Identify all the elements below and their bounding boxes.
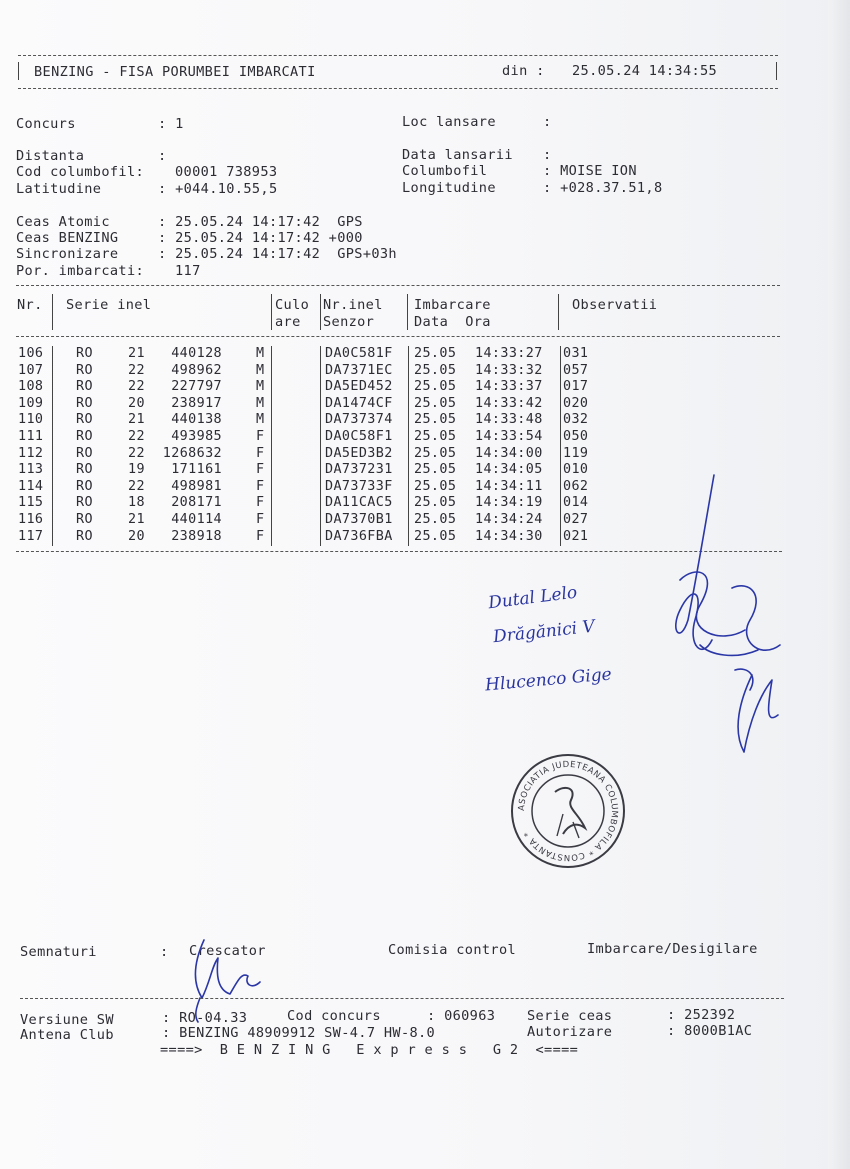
commission-signatures (640, 470, 790, 760)
longitudine-label: Longitudine (402, 180, 496, 196)
cell-data: 25.05 (414, 512, 457, 527)
cell-tara: RO (76, 346, 93, 361)
data-lansarii-value: : (543, 147, 552, 163)
col-divider (52, 294, 53, 330)
table-row (0, 446, 850, 463)
cell-obs: 017 (563, 379, 589, 395)
cell-sex: M (256, 346, 265, 361)
versiune-value: : RO-04.33 (162, 1010, 248, 1026)
loc-lansare-label: Loc lansare (402, 114, 496, 130)
cell-tara: RO (76, 528, 93, 544)
handwritten-name-1: Dutal Lelo (487, 582, 579, 614)
ceas-benzing-value: : 25.05.24 14:17:42 +000 (158, 230, 363, 246)
cell-an: 21 (128, 346, 145, 361)
cell-ora: 14:34:11 (475, 478, 543, 494)
header-top-rule (18, 55, 778, 56)
cell-sex: F (256, 429, 265, 444)
cell-senzor: DA5ED3B2 (325, 445, 393, 461)
cell-inel: 440138 (171, 412, 222, 428)
cod-columbofil-label: Cod columbofil: (16, 164, 145, 180)
cell-tara: RO (76, 362, 93, 378)
cell-tara: RO (76, 512, 93, 527)
benzing-banner: ====> B E N Z I N G E x p r e s s G 2 <==== (160, 1042, 579, 1058)
cell-nr: 112 (18, 445, 44, 461)
cell-obs: 027 (563, 512, 589, 527)
scan-edge (828, 0, 850, 1169)
association-stamp (507, 752, 629, 870)
document-title: BENZING - FISA PORUMBEI IMBARCATI (34, 64, 316, 80)
cell-senzor: DA0C58F1 (325, 429, 393, 444)
cell-tara: RO (76, 429, 93, 444)
cell-nr: 109 (18, 395, 44, 411)
concurs-label: Concurs (16, 116, 76, 132)
handwritten-name-2: Drăgănici V (492, 616, 596, 648)
cell-senzor: DA7371EC (325, 362, 393, 378)
cell-sex: M (256, 412, 265, 428)
cell-data: 25.05 (414, 346, 457, 361)
cell-obs: 119 (563, 445, 589, 461)
table-header-rule (16, 336, 780, 337)
cell-inel: 238917 (171, 395, 222, 411)
cell-nr: 106 (18, 346, 44, 361)
cell-senzor: DA7370B1 (325, 512, 393, 527)
cod-columbofil-value: 00001 738953 (175, 164, 278, 180)
cell-nr: 108 (18, 379, 44, 395)
cell-tara: RO (76, 395, 93, 411)
cell-data: 25.05 (414, 495, 457, 511)
cell-data: 25.05 (414, 379, 457, 395)
col-header-serie-inel: Serie inel (66, 297, 152, 313)
header-bottom-rule (18, 88, 778, 89)
cell-senzor: DA73733F (325, 478, 393, 494)
cell-inel: 440114 (171, 512, 222, 527)
table-row (0, 363, 850, 380)
col-divider (407, 294, 408, 330)
cell-ora: 14:34:05 (475, 462, 543, 478)
cell-an: 21 (128, 412, 145, 428)
signature-crescator-label: Crescator (189, 943, 266, 959)
cell-inel: 440128 (171, 346, 222, 361)
data-lansarii-label: Data lansarii (402, 147, 513, 163)
loc-lansare-value: : (543, 114, 552, 130)
cell-tara: RO (76, 462, 93, 478)
ceas-atomic-value: : 25.05.24 14:17:42 GPS (158, 214, 363, 230)
cell-obs: 020 (563, 395, 589, 411)
cell-data: 25.05 (414, 462, 457, 478)
por-imbarcati-value: 117 (175, 263, 201, 279)
latitudine-value: : +044.10.55,5 (158, 181, 278, 197)
cell-inel: 208171 (171, 495, 222, 511)
svg-text:ASOCIATIA JUDETEANA COLUMBOFIL: ASOCIATIA JUDETEANA COLUMBOFILA * CONSTANTA * (516, 759, 620, 863)
cell-inel: 493985 (171, 429, 222, 444)
cell-inel: 227797 (171, 379, 222, 395)
cell-an: 21 (128, 512, 145, 527)
cell-an: 22 (128, 379, 145, 395)
cell-tara: RO (76, 478, 93, 494)
versiune-label: Versiune SW (20, 1012, 114, 1028)
col-divider (271, 294, 272, 330)
ceas-benzing-label: Ceas BENZING (16, 230, 119, 246)
cell-nr: 107 (18, 362, 44, 378)
autorizare-label: Autorizare (527, 1024, 613, 1040)
cell-ora: 14:34:19 (475, 495, 543, 511)
cell-sex: F (256, 528, 265, 544)
cell-data: 25.05 (414, 412, 457, 428)
cell-ora: 14:33:54 (475, 429, 543, 444)
cell-an: 20 (128, 395, 145, 411)
cell-ora: 14:34:24 (475, 512, 543, 527)
cell-inel: 238918 (171, 528, 222, 544)
cell-data: 25.05 (414, 445, 457, 461)
cell-inel: 171161 (171, 462, 222, 478)
cod-concurs-value: : 060963 (427, 1008, 496, 1024)
signature-imbarcare-label: Imbarcare/Desigilare (587, 941, 758, 957)
cell-data: 25.05 (414, 478, 457, 494)
cell-inel: 1268632 (162, 445, 222, 461)
latitudine-label: Latitudine (16, 181, 102, 197)
header-din-label: din : (502, 63, 545, 79)
col-divider (558, 294, 559, 330)
cod-concurs-label: Cod concurs (287, 1008, 381, 1024)
cell-senzor: DA737231 (325, 462, 393, 478)
header-datetime: 25.05.24 14:34:55 (572, 63, 718, 79)
table-row (0, 346, 850, 363)
col-header-senzor: Senzor (323, 314, 375, 330)
antena-value: : BENZING 48909912 SW-4.7 HW-8.0 (162, 1025, 436, 1041)
cell-nr: 111 (18, 429, 44, 444)
serie-ceas-value: : 252392 (667, 1007, 736, 1023)
concurs-value: : 1 (158, 116, 184, 132)
distanta-label: Distanta (16, 148, 85, 164)
cell-obs: 031 (563, 346, 589, 361)
signatures-label: Semnaturi (20, 944, 97, 960)
cell-ora: 14:33:48 (475, 412, 543, 428)
cell-sex: F (256, 445, 265, 461)
cell-ora: 14:33:27 (475, 346, 543, 361)
cell-sex: F (256, 478, 265, 494)
cell-an: 22 (128, 445, 145, 461)
cell-sex: M (256, 395, 265, 411)
cell-inel: 498962 (171, 362, 222, 378)
cell-nr: 115 (18, 495, 44, 511)
cell-senzor: DA1474CF (325, 395, 393, 411)
col-header-culoare-2: are (275, 314, 301, 330)
footer-rule (20, 998, 784, 999)
cell-nr: 113 (18, 462, 44, 478)
cell-nr: 117 (18, 528, 44, 544)
cell-sex: F (256, 495, 265, 511)
col-header-nr: Nr. (17, 297, 43, 313)
cell-tara: RO (76, 412, 93, 428)
cell-obs: 010 (563, 462, 589, 478)
cell-an: 22 (128, 362, 145, 378)
cell-ora: 14:34:00 (475, 445, 543, 461)
cell-sex: M (256, 362, 265, 378)
cell-obs: 021 (563, 528, 589, 544)
header-right-border (776, 62, 777, 80)
cell-nr: 110 (18, 412, 44, 428)
serie-ceas-label: Serie ceas (527, 1008, 613, 1024)
cell-an: 18 (128, 495, 145, 511)
cell-senzor: DA11CAC5 (325, 495, 393, 511)
columbofil-label: Columbofil (402, 163, 488, 179)
cell-nr: 114 (18, 478, 44, 494)
signatures-colon: : (160, 944, 169, 960)
cell-an: 20 (128, 528, 145, 544)
signature-comisia-label: Comisia control (388, 942, 517, 958)
cell-data: 25.05 (414, 362, 457, 378)
longitudine-value: : +028.37.51,8 (543, 180, 663, 196)
distanta-value: : (158, 148, 167, 164)
cell-obs: 014 (563, 495, 589, 511)
sincronizare-label: Sincronizare (16, 246, 119, 262)
cell-ora: 14:33:42 (475, 395, 543, 411)
col-divider (320, 294, 321, 330)
table-row (0, 429, 850, 446)
cell-senzor: DA0C581F (325, 346, 393, 361)
table-row (0, 396, 850, 413)
cell-obs: 032 (563, 412, 589, 428)
cell-an: 19 (128, 462, 145, 478)
cell-data: 25.05 (414, 528, 457, 544)
table-row (0, 412, 850, 429)
por-imbarcati-label: Por. imbarcati: (16, 263, 145, 279)
cell-tara: RO (76, 379, 93, 395)
cell-sex: M (256, 379, 265, 395)
col-header-culoare: Culo (275, 297, 310, 313)
cell-ora: 14:33:37 (475, 379, 543, 395)
col-header-data-ora: Data Ora (414, 314, 491, 330)
cell-ora: 14:34:30 (475, 528, 543, 544)
handwritten-name-3: Hlucenco Gige (484, 664, 613, 696)
cell-ora: 14:33:32 (475, 362, 543, 378)
cell-senzor: DA737374 (325, 412, 393, 428)
cell-nr: 116 (18, 512, 44, 527)
cell-an: 22 (128, 429, 145, 444)
col-header-observatii: Observatii (572, 297, 658, 313)
columbofil-value: : MOISE ION (543, 163, 637, 179)
antena-label: Antena Club (20, 1027, 114, 1043)
table-top-rule (16, 285, 780, 286)
autorizare-value: : 8000B1AC (667, 1023, 753, 1039)
cell-sex: F (256, 512, 265, 527)
cell-senzor: DA5ED452 (325, 379, 393, 395)
sincronizare-value: : 25.05.24 14:17:42 GPS+03h (158, 246, 397, 262)
cell-obs: 050 (563, 429, 589, 444)
cell-data: 25.05 (414, 429, 457, 444)
ceas-atomic-label: Ceas Atomic (16, 214, 110, 230)
cell-obs: 062 (563, 478, 589, 494)
cell-tara: RO (76, 445, 93, 461)
table-row (0, 379, 850, 396)
col-header-imbarcare: Imbarcare (414, 297, 491, 313)
header-left-border (18, 62, 19, 80)
cell-senzor: DA736FBA (325, 528, 393, 544)
cell-an: 22 (128, 478, 145, 494)
col-header-nr-inel: Nr.inel (323, 297, 383, 313)
cell-inel: 498981 (171, 478, 222, 494)
cell-tara: RO (76, 495, 93, 511)
cell-obs: 057 (563, 362, 589, 378)
cell-sex: F (256, 462, 265, 478)
cell-data: 25.05 (414, 395, 457, 411)
